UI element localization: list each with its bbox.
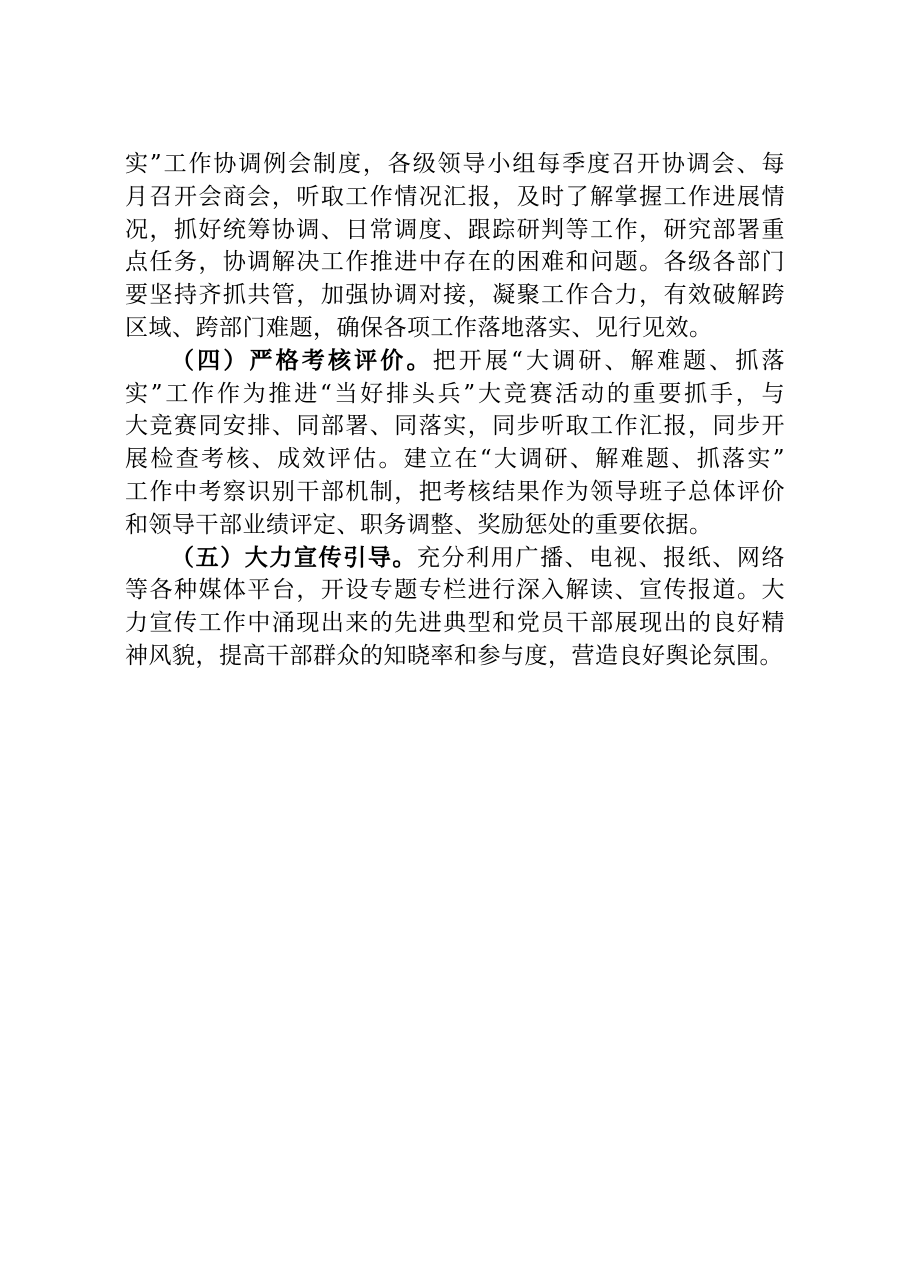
text-run: 充分利用广播、电视、报纸、网络 bbox=[417, 544, 786, 571]
text-line bbox=[125, 345, 785, 378]
paragraph-3 bbox=[125, 542, 785, 673]
text-line: 区域、跨部门难题，确保各项工作落地落实、见行见效。 bbox=[125, 314, 713, 341]
text-run: 把开展“大调研、解难题、抓落 bbox=[432, 347, 785, 374]
text-line: 月召开会商会，听取工作情况汇报，及时了解掌握工作进展情 bbox=[125, 183, 785, 210]
text-line bbox=[125, 542, 785, 575]
text-line: 大竞赛同安排、同部署、同落实，同步听取工作汇报，同步开 bbox=[125, 413, 785, 440]
text-line: 和领导干部业绩评定、职务调整、奖励惩处的重要依据。 bbox=[125, 511, 713, 538]
paragraph-1 bbox=[125, 148, 785, 345]
text-line: 况，抓好统筹协调、日常调度、跟踪研判等工作，研究部署重 bbox=[125, 216, 785, 243]
text-line: 实”工作协调例会制度，各级领导小组每季度召开协调会、每 bbox=[125, 151, 785, 177]
text-line: 点任务，协调解决工作推进中存在的困难和问题。各级各部门 bbox=[125, 249, 785, 276]
text-line: 等各种媒体平台，开设专题专栏进行深入解读、宣传报道。大 bbox=[125, 577, 785, 604]
text-line: 实”工作作为推进“当好排头兵”大竞赛活动的重要抓手，与 bbox=[125, 380, 785, 407]
document-body bbox=[125, 148, 785, 673]
text-line: 工作中考察识别干部机制，把考核结果作为领导班子总体评价 bbox=[125, 478, 785, 505]
text-line: 力宣传工作中涌现出来的先进典型和党员干部展现出的良好精 bbox=[125, 610, 785, 637]
paragraph-2 bbox=[125, 345, 785, 542]
text-line: 要坚持齐抓共管，加强协调对接，凝聚工作合力，有效破解跨 bbox=[125, 282, 785, 309]
text-line: 展检查考核、成效评估。建立在“大调研、解难题、抓落实” bbox=[125, 446, 785, 473]
text-line: 神风貌，提高干部群众的知晓率和参与度，营造良好舆论氛围。 bbox=[125, 642, 783, 669]
section-heading: （五）大力宣传引导。 bbox=[171, 543, 418, 571]
section-heading: （四）严格考核评价。 bbox=[171, 346, 433, 374]
